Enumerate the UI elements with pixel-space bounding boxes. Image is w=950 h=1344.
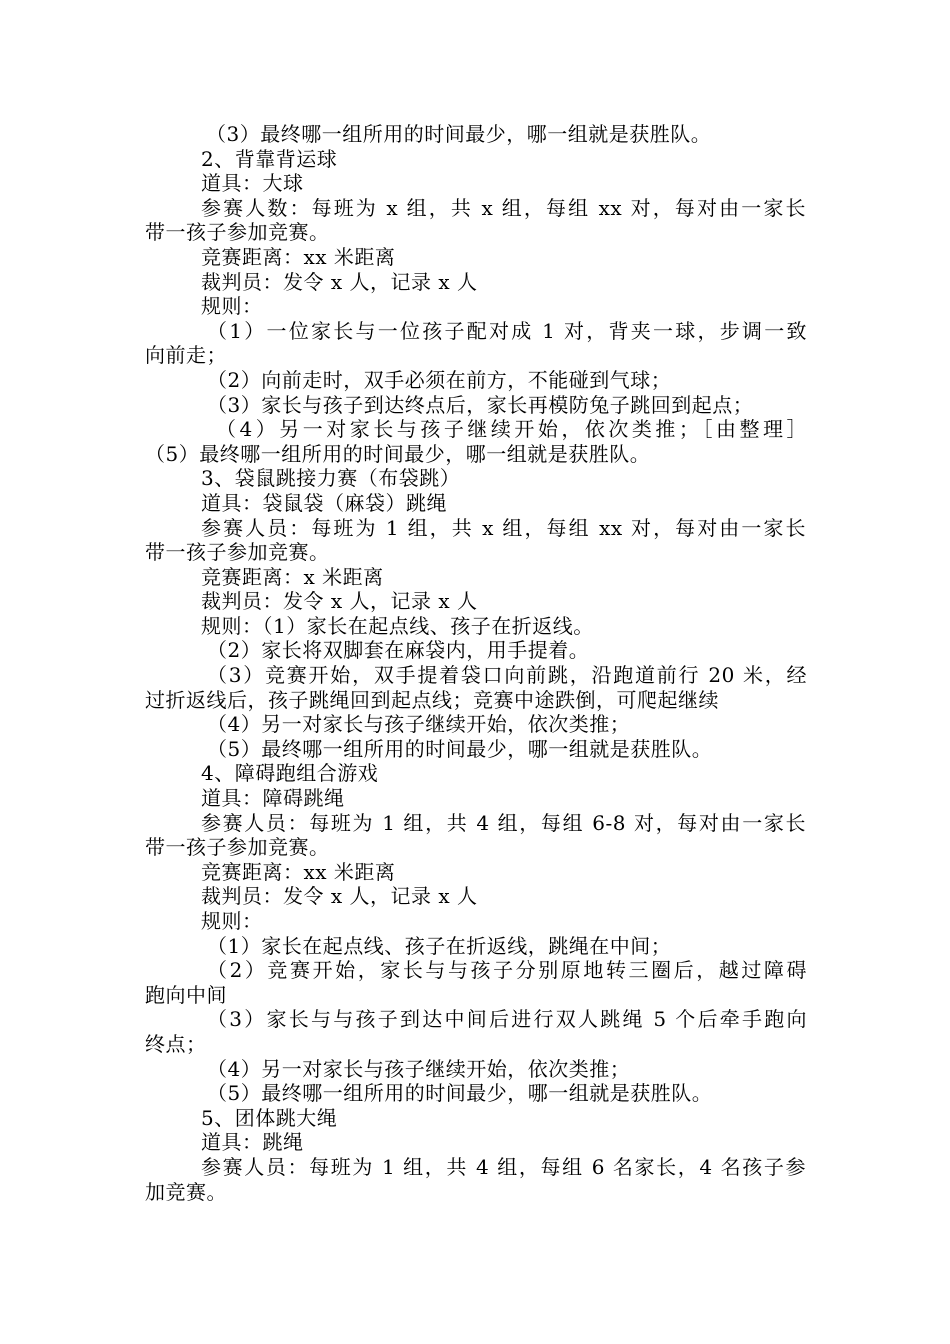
participants-line-cont: 带一孩子参加竞赛。 <box>145 220 330 245</box>
participants-line: 参赛人员：每班为 1 组，共 x 组，每组 xx 对，每对由一家长 <box>201 515 806 540</box>
rule-line: （3）竞赛开始，双手提着袋口向前跳，沿跑道前行 20 米，经 <box>207 663 807 688</box>
referee-line: 裁判员：发令 x 人，记录 x 人 <box>201 269 478 294</box>
participants-line-cont: 带一孩子参加竞赛。 <box>145 540 330 565</box>
distance-line: 竞赛距离：xx 米距离 <box>201 244 396 269</box>
rule-line: （3）家长与孩子到达终点后，家长再模防兔子跳回到起点； <box>207 392 754 417</box>
distance-line: 竞赛距离：xx 米距离 <box>201 859 396 884</box>
rule-line: （2）向前走时，双手必须在前方，不能碰到气球； <box>207 367 672 392</box>
participants-line: 参赛人员：每班为 1 组，共 4 组，每组 6-8 对，每对由一家长 <box>201 810 806 835</box>
distance-line: 竞赛距离：x 米距离 <box>201 564 384 589</box>
rules-label: 规则：（1）家长在起点线、孩子在折返线。 <box>201 613 594 638</box>
rule-line: （3）家长与与孩子到达中间后进行双人跳绳 5 个后牵手跑向 <box>207 1007 807 1032</box>
participants-line-cont: 带一孩子参加竞赛。 <box>145 835 330 860</box>
section-heading: 3、袋鼠跳接力赛（布袋跳） <box>201 466 461 491</box>
props-line: 道具：障碍跳绳 <box>201 786 345 811</box>
props-line: 道具：大球 <box>201 171 304 196</box>
rule-line: （5）最终哪一组所用的时间最少，哪一组就是获胜队。 <box>207 1081 713 1106</box>
section-heading: 4、障碍跑组合游戏 <box>201 761 379 786</box>
rule-line: （3）最终哪一组所用的时间最少，哪一组就是获胜队。 <box>206 122 712 146</box>
section-heading: 5、团体跳大绳 <box>201 1105 338 1130</box>
rule-line: （1）一位家长与一位孩子配对成 1 对，背夹一球，步调一致 <box>207 318 807 343</box>
rule-line: （1）家长在起点线、孩子在折返线，跳绳在中间； <box>207 933 672 958</box>
referee-line: 裁判员：发令 x 人，记录 x 人 <box>201 589 478 614</box>
document-body <box>0 122 950 1204</box>
section-heading: 2、背靠背运球 <box>201 146 338 171</box>
rules-label: 规则： <box>201 909 263 933</box>
rule-line: （4）另一对家长与孩子继续开始，依次类推； <box>207 712 631 737</box>
referee-line: 裁判员：发令 x 人，记录 x 人 <box>201 884 478 909</box>
rules-label: 规则： <box>201 294 263 319</box>
props-line: 道具：跳绳 <box>201 1130 304 1155</box>
rule-line: （5）最终哪一组所用的时间最少，哪一组就是获胜队。 <box>207 736 713 761</box>
rule-line: （4）另一对家长与孩子继续开始，依次类推；［由整理］ <box>216 417 807 442</box>
rule-line-cont: 向前走； <box>145 343 227 368</box>
props-line: 道具：袋鼠袋（麻袋）跳绳 <box>201 490 447 515</box>
rule-line: （4）另一对家长与孩子继续开始，依次类推； <box>207 1056 631 1081</box>
rule-line: （2）家长将双脚套在麻袋内，用手提着。 <box>207 638 590 663</box>
participants-line: 参赛人员：每班为 1 组，共 4 组，每组 6 名家长，4 名孩子参 <box>201 1154 806 1179</box>
rule-line-cont: 跑向中间 <box>145 982 227 1007</box>
participants-line-cont: 加竞赛。 <box>145 1179 227 1204</box>
rule-line-cont: 过折返线后，孩子跳绳回到起点线；竞赛中途跌倒，可爬起继续 <box>145 687 719 712</box>
participants-line: 参赛人数：每班为 x 组，共 x 组，每组 xx 对，每对由一家长 <box>201 195 806 220</box>
rule-line: （2）竞赛开始，家长与与孩子分别原地转三圈后，越过障碍 <box>207 958 807 983</box>
rule-line: （5）最终哪一组所用的时间最少，哪一组就是获胜队。 <box>145 441 651 466</box>
rule-line-cont: 终点； <box>145 1031 207 1056</box>
